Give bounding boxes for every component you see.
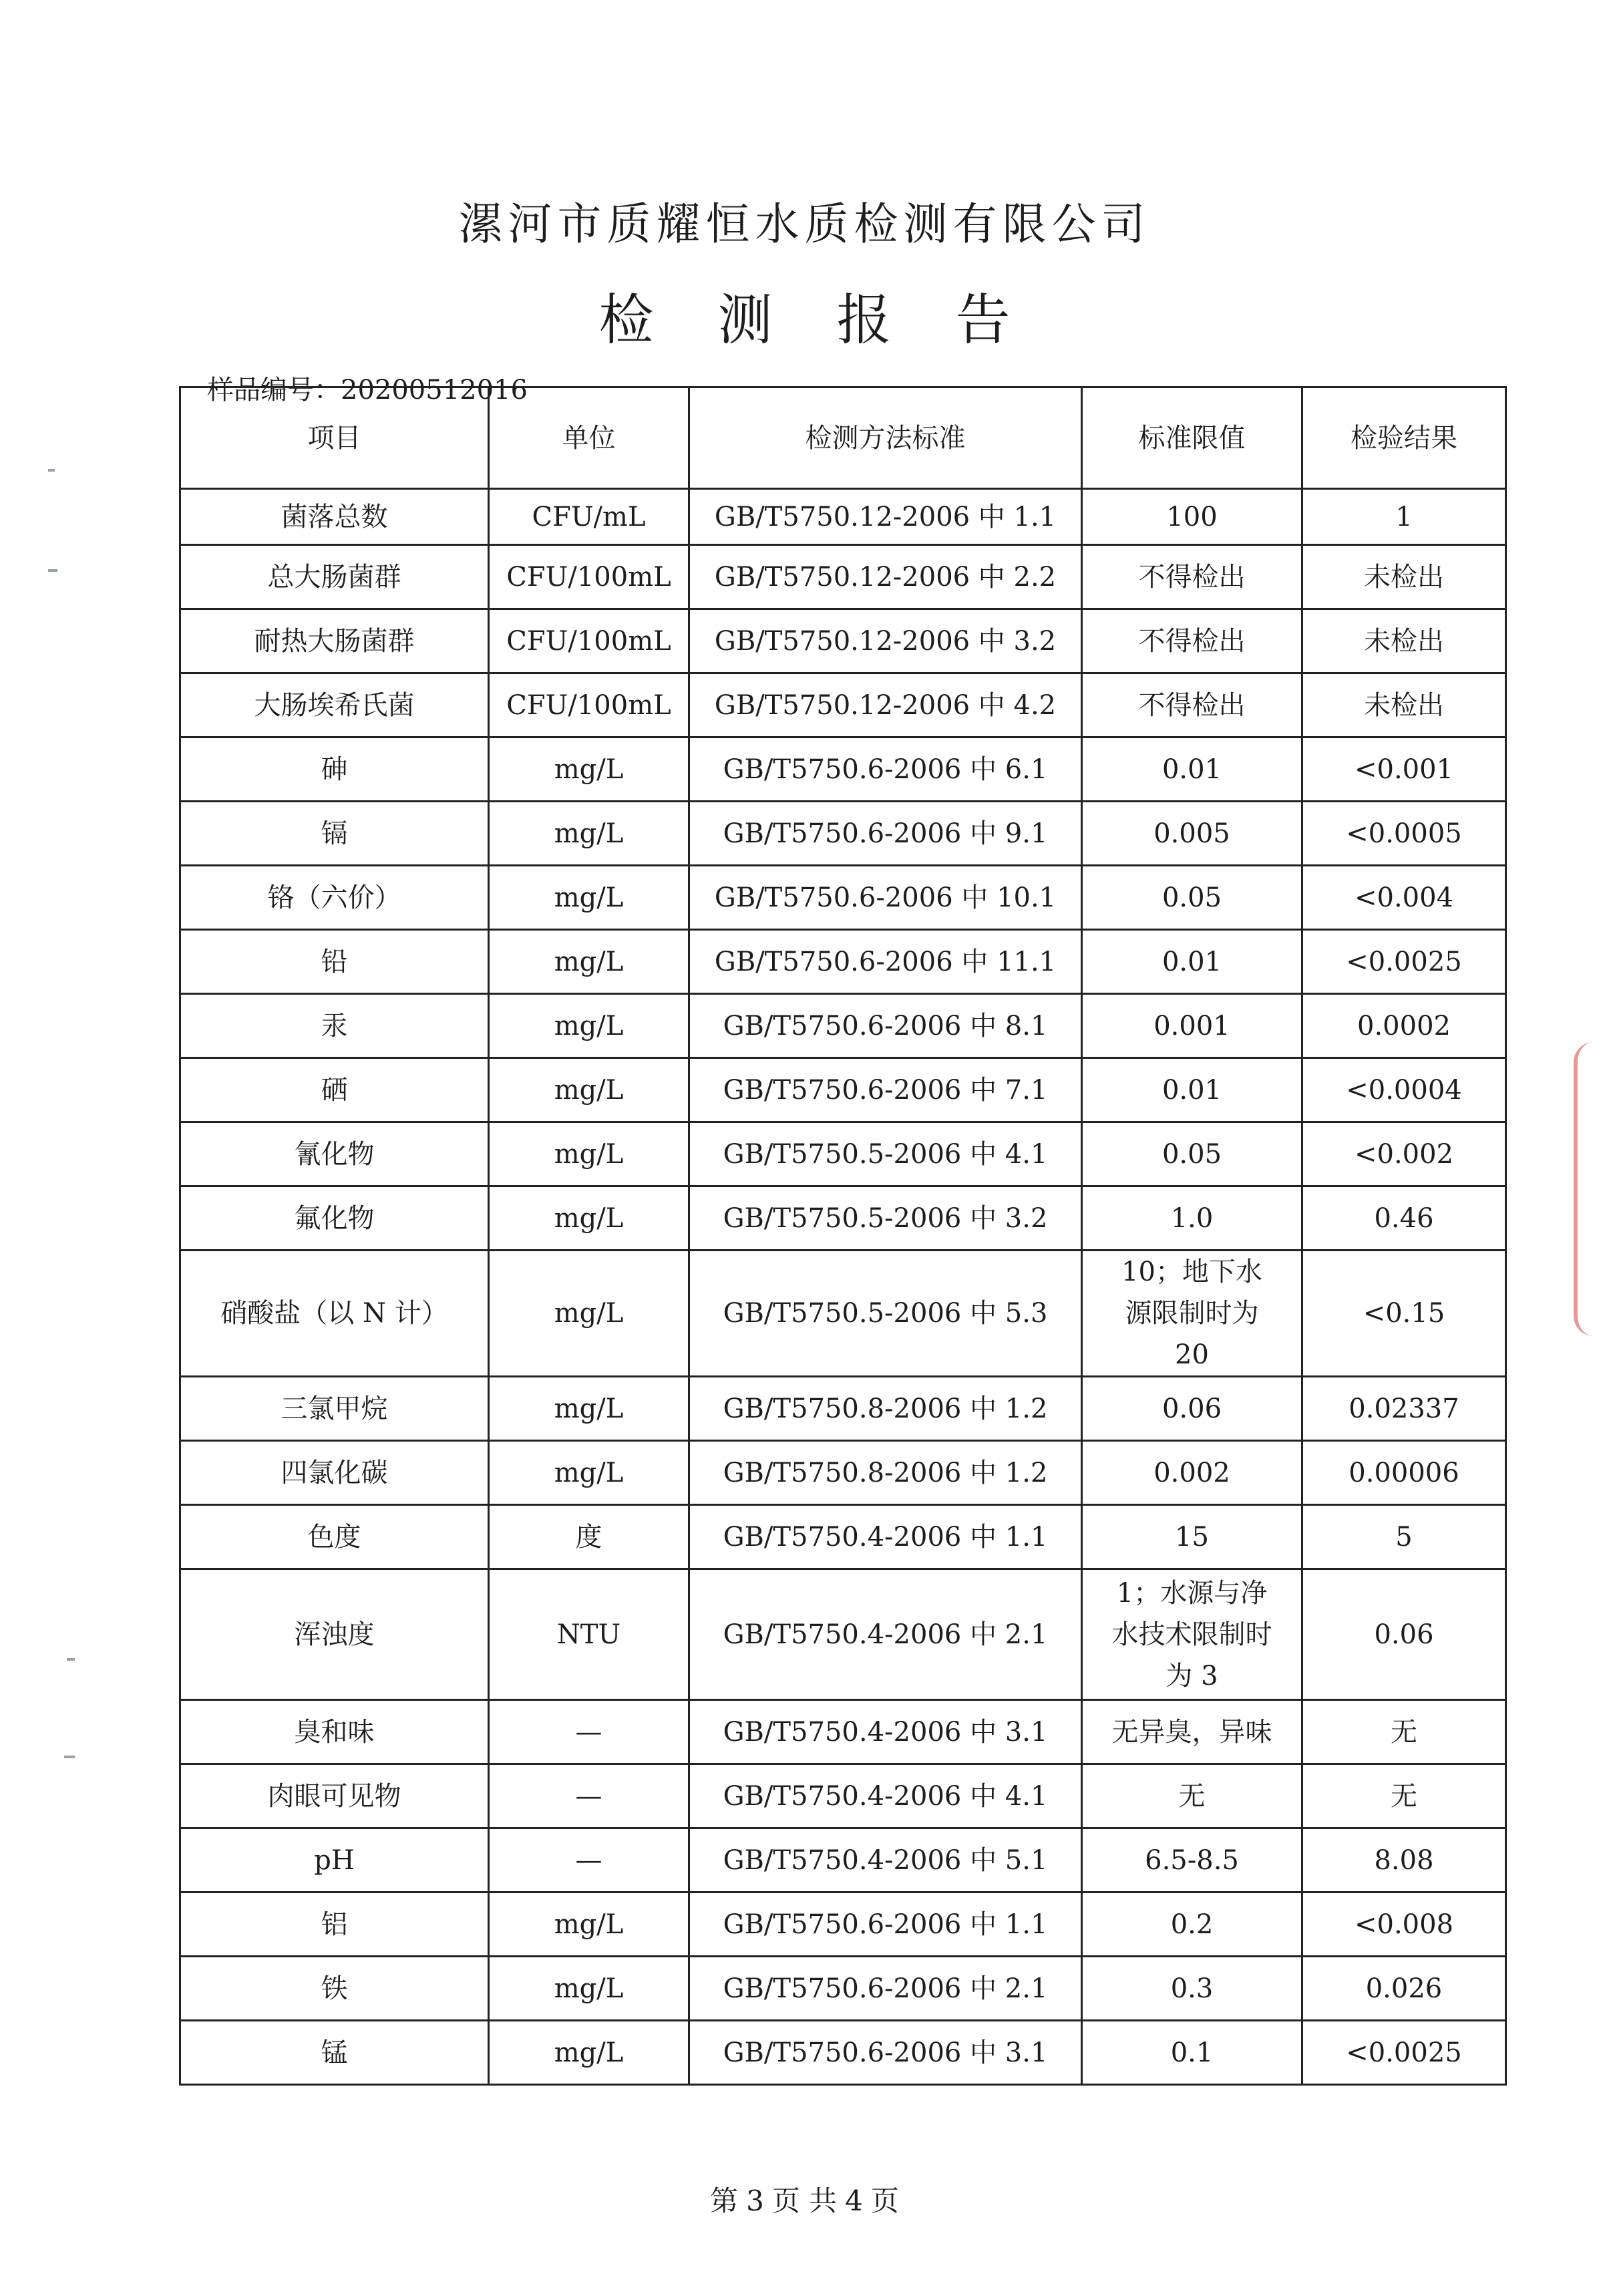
cell-method: GB/T5750.12-2006 中 2.2 xyxy=(689,545,1082,609)
cell-method: GB/T5750.8-2006 中 1.2 xyxy=(689,1441,1082,1505)
cell-unit: — xyxy=(489,1764,689,1828)
cell-item: 镉 xyxy=(180,802,489,866)
cell-unit: NTU xyxy=(489,1569,689,1700)
report-title xyxy=(0,277,1609,355)
cell-limit: 1.0 xyxy=(1082,1186,1302,1251)
table-header-row xyxy=(180,387,1506,489)
cell-limit: 0.01 xyxy=(1082,930,1302,994)
table-row xyxy=(180,489,1506,545)
cell-item: 硝酸盐（以 N 计） xyxy=(180,1251,489,1377)
cell-item: 三氯甲烷 xyxy=(180,1377,489,1441)
cell-unit: mg/L xyxy=(489,1957,689,2021)
cell-result: <0.15 xyxy=(1302,1251,1506,1377)
sample-number-label: 样品编号： xyxy=(207,375,341,405)
report-title-char: 检 xyxy=(598,289,654,352)
cell-limit: 无异臭，异味 xyxy=(1082,1700,1302,1764)
cell-unit: mg/L xyxy=(489,1441,689,1505)
cell-unit: mg/L xyxy=(489,802,689,866)
cell-limit: 0.05 xyxy=(1082,1122,1302,1186)
cell-result: <0.002 xyxy=(1302,1122,1506,1186)
cell-item: 浑浊度 xyxy=(180,1569,489,1700)
cell-result: 1 xyxy=(1302,489,1506,545)
report-title-char: 报 xyxy=(836,289,892,352)
cell-item: 铬（六价） xyxy=(180,866,489,930)
cell-result: 0.00006 xyxy=(1302,1441,1506,1505)
cell-method: GB/T5750.4-2006 中 1.1 xyxy=(689,1505,1082,1569)
cell-result: 0.02337 xyxy=(1302,1377,1506,1441)
cell-limit: 0.3 xyxy=(1082,1957,1302,2021)
cell-limit: 15 xyxy=(1082,1505,1302,1569)
cell-limit: 0.01 xyxy=(1082,737,1302,802)
cell-result: 0.46 xyxy=(1302,1186,1506,1251)
cell-method: GB/T5750.6-2006 中 8.1 xyxy=(689,994,1082,1058)
scan-mark xyxy=(48,569,57,572)
table-row xyxy=(180,737,1506,802)
table-row xyxy=(180,1893,1506,1957)
cell-unit: mg/L xyxy=(489,1058,689,1122)
cell-unit: CFU/100mL xyxy=(489,673,689,737)
cell-method: GB/T5750.6-2006 中 10.1 xyxy=(689,866,1082,930)
cell-method: GB/T5750.6-2006 中 3.1 xyxy=(689,2021,1082,2085)
cell-result: 无 xyxy=(1302,1700,1506,1764)
cell-result: 8.08 xyxy=(1302,1828,1506,1893)
table-row xyxy=(180,802,1506,866)
header-item: 项目 xyxy=(180,387,489,489)
cell-method: GB/T5750.4-2006 中 2.1 xyxy=(689,1569,1082,1700)
cell-result: <0.0004 xyxy=(1302,1058,1506,1122)
cell-limit: 1；水源与净水技术限制时为 3 xyxy=(1082,1569,1302,1700)
cell-result: <0.004 xyxy=(1302,866,1506,930)
results-table xyxy=(179,386,1507,2086)
scan-mark xyxy=(48,469,55,472)
cell-method: GB/T5750.6-2006 中 2.1 xyxy=(689,1957,1082,2021)
cell-method: GB/T5750.6-2006 中 6.1 xyxy=(689,737,1082,802)
cell-method: GB/T5750.12-2006 中 3.2 xyxy=(689,609,1082,673)
table-row xyxy=(180,1764,1506,1828)
cell-item: 菌落总数 xyxy=(180,489,489,545)
cell-item: 耐热大肠菌群 xyxy=(180,609,489,673)
cell-method: GB/T5750.8-2006 中 1.2 xyxy=(689,1377,1082,1441)
cell-item: 总大肠菌群 xyxy=(180,545,489,609)
footer-mid: 页 共 xyxy=(771,2184,838,2217)
cell-result: <0.0025 xyxy=(1302,930,1506,994)
table-body xyxy=(180,489,1506,2085)
cell-result: 0.0002 xyxy=(1302,994,1506,1058)
cell-unit: mg/L xyxy=(489,866,689,930)
cell-result: 未检出 xyxy=(1302,673,1506,737)
cell-result: 5 xyxy=(1302,1505,1506,1569)
cell-limit: 0.05 xyxy=(1082,866,1302,930)
scan-mark xyxy=(67,1658,75,1661)
cell-unit: mg/L xyxy=(489,1251,689,1377)
cell-method: GB/T5750.6-2006 中 1.1 xyxy=(689,1893,1082,1957)
table-row xyxy=(180,930,1506,994)
cell-limit: 不得检出 xyxy=(1082,545,1302,609)
table-row xyxy=(180,2021,1506,2085)
cell-item: 砷 xyxy=(180,737,489,802)
table-row xyxy=(180,1377,1506,1441)
cell-result: 0.026 xyxy=(1302,1957,1506,2021)
scan-mark xyxy=(64,1756,75,1758)
cell-method: GB/T5750.5-2006 中 4.1 xyxy=(689,1122,1082,1186)
cell-limit: 0.06 xyxy=(1082,1377,1302,1441)
header-unit: 单位 xyxy=(489,387,689,489)
cell-unit: — xyxy=(489,1828,689,1893)
cell-limit: 6.5-8.5 xyxy=(1082,1828,1302,1893)
table-row xyxy=(180,545,1506,609)
cell-limit: 0.001 xyxy=(1082,994,1302,1058)
cell-limit: 0.002 xyxy=(1082,1441,1302,1505)
cell-unit: mg/L xyxy=(489,1893,689,1957)
report-title-char: 测 xyxy=(717,289,773,352)
table-row xyxy=(180,1957,1506,2021)
cell-result: <0.001 xyxy=(1302,737,1506,802)
cell-unit: mg/L xyxy=(489,1377,689,1441)
cell-unit: mg/L xyxy=(489,737,689,802)
cell-unit: CFU/100mL xyxy=(489,545,689,609)
report-title-char: 告 xyxy=(955,289,1011,352)
cell-item: 四氯化碳 xyxy=(180,1441,489,1505)
cell-unit: 度 xyxy=(489,1505,689,1569)
footer-prefix: 第 xyxy=(710,2184,739,2217)
cell-item: 汞 xyxy=(180,994,489,1058)
table-row xyxy=(180,1828,1506,1893)
sample-number-value: 20200512016 xyxy=(341,375,528,405)
page-footer xyxy=(0,2179,1609,2219)
cell-result: <0.0025 xyxy=(1302,2021,1506,2085)
cell-result: 0.06 xyxy=(1302,1569,1506,1700)
cell-item: 锰 xyxy=(180,2021,489,2085)
table-row xyxy=(180,1505,1506,1569)
table-row xyxy=(180,994,1506,1058)
cell-result: <0.0005 xyxy=(1302,802,1506,866)
header-result: 检验结果 xyxy=(1302,387,1506,489)
table-row xyxy=(180,609,1506,673)
cell-result: 未检出 xyxy=(1302,609,1506,673)
table-row xyxy=(180,1569,1506,1700)
cell-method: GB/T5750.6-2006 中 7.1 xyxy=(689,1058,1082,1122)
cell-item: 色度 xyxy=(180,1505,489,1569)
cell-item: 铝 xyxy=(180,1893,489,1957)
cell-unit: mg/L xyxy=(489,1122,689,1186)
stamp-fragment xyxy=(1574,1042,1600,1336)
footer-suffix: 页 xyxy=(870,2184,899,2217)
cell-item: 氰化物 xyxy=(180,1122,489,1186)
cell-limit: 0.2 xyxy=(1082,1893,1302,1957)
cell-method: GB/T5750.4-2006 中 3.1 xyxy=(689,1700,1082,1764)
cell-method: GB/T5750.12-2006 中 4.2 xyxy=(689,673,1082,737)
cell-item: 肉眼可见物 xyxy=(180,1764,489,1828)
header-method: 检测方法标准 xyxy=(689,387,1082,489)
cell-limit: 0.1 xyxy=(1082,2021,1302,2085)
cell-result: 无 xyxy=(1302,1764,1506,1828)
cell-limit: 100 xyxy=(1082,489,1302,545)
cell-method: GB/T5750.4-2006 中 5.1 xyxy=(689,1828,1082,1893)
cell-unit: mg/L xyxy=(489,1186,689,1251)
company-name: 漯河市质耀恒水质检测有限公司 xyxy=(458,198,1151,250)
header-limit: 标准限值 xyxy=(1082,387,1302,489)
table-row xyxy=(180,866,1506,930)
cell-limit: 不得检出 xyxy=(1082,609,1302,673)
cell-item: 硒 xyxy=(180,1058,489,1122)
cell-limit: 0.005 xyxy=(1082,802,1302,866)
cell-unit: mg/L xyxy=(489,2021,689,2085)
cell-result: <0.008 xyxy=(1302,1893,1506,1957)
table-row xyxy=(180,1122,1506,1186)
cell-item: 铁 xyxy=(180,1957,489,2021)
cell-unit: CFU/100mL xyxy=(489,609,689,673)
cell-item: 臭和味 xyxy=(180,1700,489,1764)
cell-method: GB/T5750.6-2006 中 9.1 xyxy=(689,802,1082,866)
cell-limit: 无 xyxy=(1082,1764,1302,1828)
table-row xyxy=(180,1441,1506,1505)
table-row xyxy=(180,1251,1506,1377)
cell-item: 大肠埃希氏菌 xyxy=(180,673,489,737)
cell-method: GB/T5750.6-2006 中 11.1 xyxy=(689,930,1082,994)
cell-limit: 不得检出 xyxy=(1082,673,1302,737)
table-row xyxy=(180,673,1506,737)
cell-method: GB/T5750.4-2006 中 4.1 xyxy=(689,1764,1082,1828)
cell-method: GB/T5750.5-2006 中 5.3 xyxy=(689,1251,1082,1377)
cell-unit: CFU/mL xyxy=(489,489,689,545)
cell-limit: 10；地下水源限制时为 20 xyxy=(1082,1251,1302,1377)
table-row xyxy=(180,1186,1506,1251)
cell-unit: — xyxy=(489,1700,689,1764)
table-row xyxy=(180,1058,1506,1122)
table-row xyxy=(180,1700,1506,1764)
cell-item: 铅 xyxy=(180,930,489,994)
cell-unit: mg/L xyxy=(489,930,689,994)
cell-item: 氟化物 xyxy=(180,1186,489,1251)
cell-method: GB/T5750.5-2006 中 3.2 xyxy=(689,1186,1082,1251)
cell-unit: mg/L xyxy=(489,994,689,1058)
cell-item: pH xyxy=(180,1828,489,1893)
cell-method: GB/T5750.12-2006 中 1.1 xyxy=(689,489,1082,545)
cell-result: 未检出 xyxy=(1302,545,1506,609)
footer-page: 3 xyxy=(746,2184,764,2217)
footer-total: 4 xyxy=(845,2184,863,2217)
cell-limit: 0.01 xyxy=(1082,1058,1302,1122)
